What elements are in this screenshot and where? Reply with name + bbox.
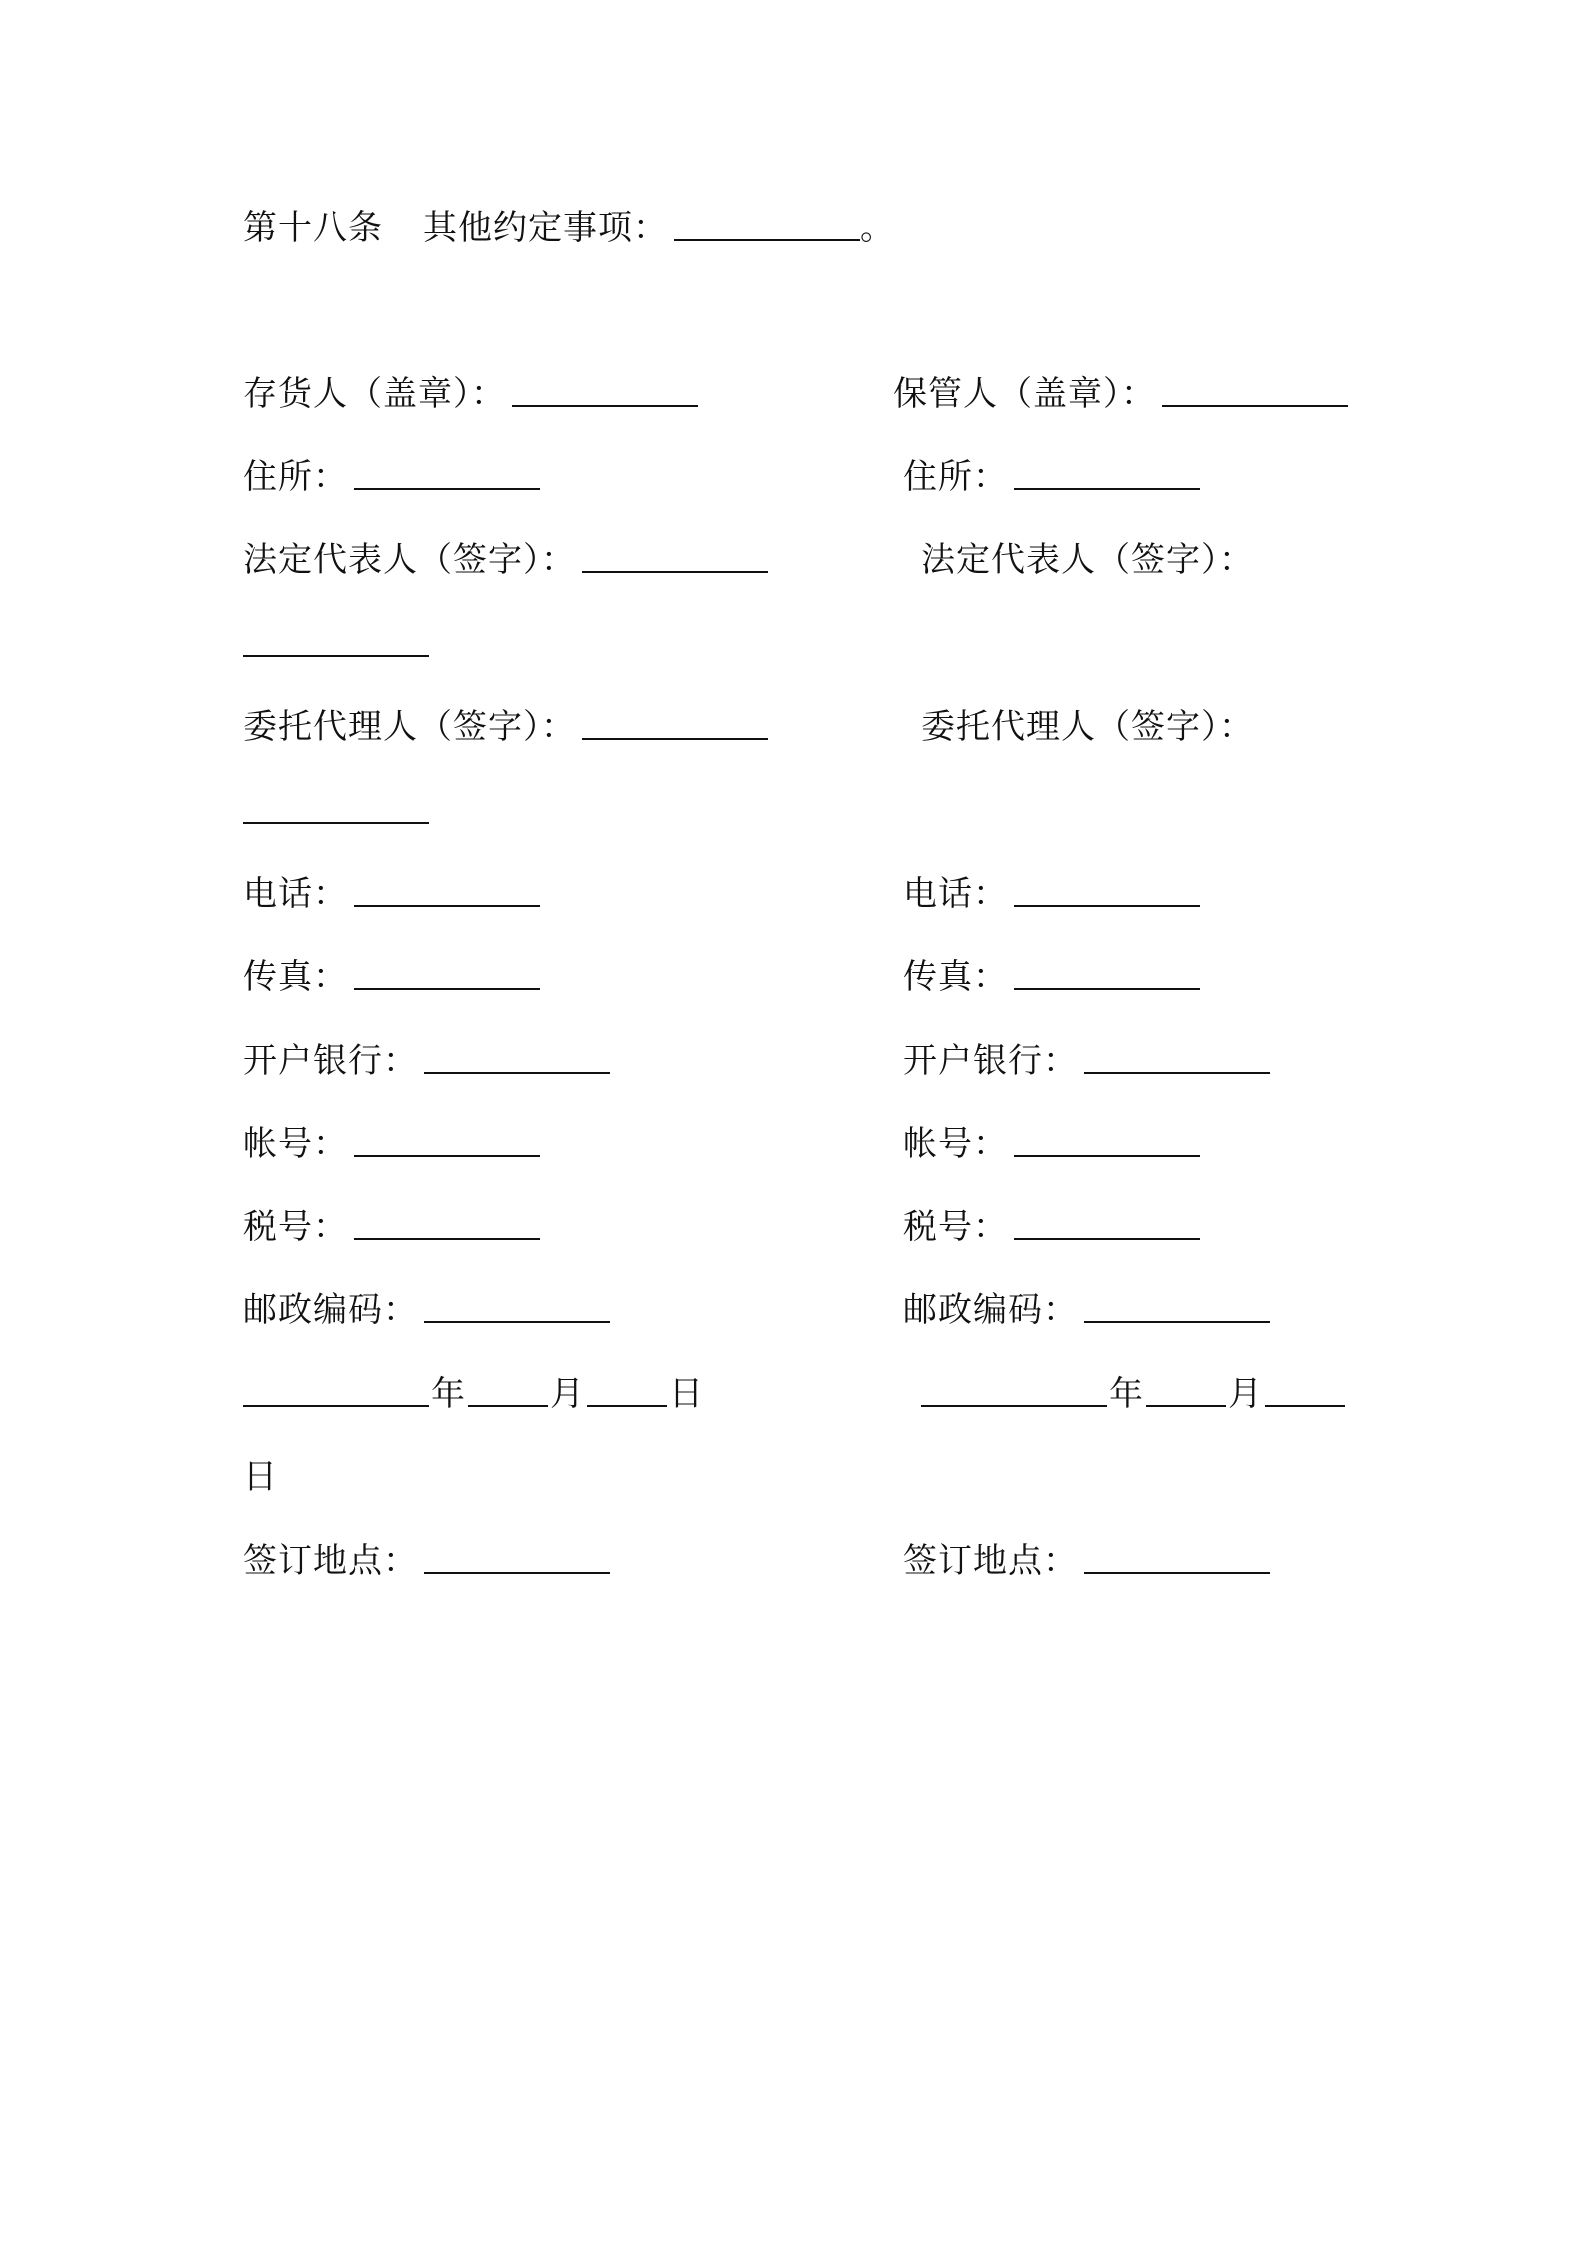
left-bank-line: [243, 1041, 610, 1081]
right-legal-rep-blank[interactable]: [243, 654, 429, 657]
right-tax-blank[interactable]: [1014, 1237, 1200, 1240]
right-party-line: [893, 374, 1348, 414]
left-phone-line: [243, 874, 540, 914]
left-place-blank[interactable]: [424, 1571, 610, 1574]
left-date-line: [243, 1374, 704, 1414]
left-legal-rep-blank[interactable]: [582, 570, 768, 573]
left-postcode-label: 邮政编码：: [243, 1290, 418, 1330]
left-agent-line: [243, 707, 768, 747]
left-tax-blank[interactable]: [354, 1237, 540, 1240]
article-title: 其他约定事项：: [423, 208, 668, 248]
left-postcode-line: [243, 1290, 610, 1330]
right-year-blank[interactable]: [921, 1404, 1107, 1407]
right-phone-label: 电话：: [903, 874, 1008, 914]
left-postcode-blank[interactable]: [424, 1320, 610, 1323]
right-postcode-line: [903, 1290, 1270, 1330]
right-account-line: [903, 1124, 1200, 1164]
right-day-blank[interactable]: [1265, 1404, 1345, 1407]
left-place-label: 签订地点：: [243, 1541, 418, 1581]
left-place-line: [243, 1541, 610, 1581]
article-blank[interactable]: [674, 238, 860, 241]
left-agent-blank[interactable]: [582, 737, 768, 740]
article-18-line: [243, 208, 895, 248]
left-account-line: [243, 1124, 540, 1164]
left-agent-label: 委托代理人（签字）：: [243, 707, 576, 747]
right-phone-line: [903, 874, 1200, 914]
right-month-blank[interactable]: [1146, 1404, 1226, 1407]
right-day-wrap-line: [243, 1457, 278, 1497]
right-fax-line: [903, 957, 1200, 997]
right-account-blank[interactable]: [1014, 1154, 1200, 1157]
left-year-blank[interactable]: [243, 1404, 429, 1407]
right-party-blank[interactable]: [1162, 404, 1348, 407]
right-place-line: [903, 1541, 1270, 1581]
right-address-label: 住所：: [903, 457, 1008, 497]
right-day-label: 日: [243, 1457, 278, 1497]
left-phone-blank[interactable]: [354, 904, 540, 907]
left-tax-line: [243, 1207, 540, 1247]
left-fax-blank[interactable]: [354, 987, 540, 990]
right-address-line: [903, 457, 1200, 497]
right-place-blank[interactable]: [1084, 1571, 1270, 1574]
left-account-blank[interactable]: [354, 1154, 540, 1157]
right-phone-blank[interactable]: [1014, 904, 1200, 907]
left-phone-label: 电话：: [243, 874, 348, 914]
left-address-blank[interactable]: [354, 487, 540, 490]
right-bank-line: [903, 1041, 1270, 1081]
right-postcode-label: 邮政编码：: [903, 1290, 1078, 1330]
left-month-blank[interactable]: [468, 1404, 548, 1407]
left-party-label: 存货人（盖章）：: [243, 374, 506, 414]
left-tax-label: 税号：: [243, 1207, 348, 1247]
left-day-blank[interactable]: [587, 1404, 667, 1407]
right-agent-label: 委托代理人（签字）：: [921, 707, 1254, 747]
right-year-label: 年: [1109, 1374, 1144, 1414]
right-agent-line: [921, 707, 1254, 747]
left-address-label: 住所：: [243, 457, 348, 497]
left-year-label: 年: [431, 1374, 466, 1414]
left-party-blank[interactable]: [512, 404, 698, 407]
right-legal-rep-label: 法定代表人（签字）：: [921, 540, 1254, 580]
right-bank-label: 开户银行：: [903, 1041, 1078, 1081]
right-party-label: 保管人（盖章）：: [893, 374, 1156, 414]
right-agent-blank[interactable]: [243, 821, 429, 824]
left-day-label: 日: [669, 1374, 704, 1414]
article-number: 第十八条: [243, 208, 383, 248]
right-legal-rep-line: [921, 540, 1254, 580]
right-fax-blank[interactable]: [1014, 987, 1200, 990]
left-month-label: 月: [550, 1374, 585, 1414]
left-bank-blank[interactable]: [424, 1071, 610, 1074]
left-fax-label: 传真：: [243, 957, 348, 997]
right-date-line: [921, 1374, 1347, 1414]
left-fax-line: [243, 957, 540, 997]
left-legal-rep-label: 法定代表人（签字）：: [243, 540, 576, 580]
right-address-blank[interactable]: [1014, 487, 1200, 490]
left-address-line: [243, 457, 540, 497]
right-tax-label: 税号：: [903, 1207, 1008, 1247]
left-legal-rep-line: [243, 540, 768, 580]
right-fax-label: 传真：: [903, 957, 1008, 997]
article-end: 。: [860, 208, 895, 248]
right-account-label: 帐号：: [903, 1124, 1008, 1164]
right-postcode-blank[interactable]: [1084, 1320, 1270, 1323]
left-account-label: 帐号：: [243, 1124, 348, 1164]
right-place-label: 签订地点：: [903, 1541, 1078, 1581]
right-agent-wrap-line: [243, 791, 431, 831]
left-bank-label: 开户银行：: [243, 1041, 418, 1081]
right-month-label: 月: [1228, 1374, 1263, 1414]
left-party-line: [243, 374, 698, 414]
right-bank-blank[interactable]: [1084, 1071, 1270, 1074]
right-legal-rep-wrap-line: [243, 624, 431, 664]
right-tax-line: [903, 1207, 1200, 1247]
